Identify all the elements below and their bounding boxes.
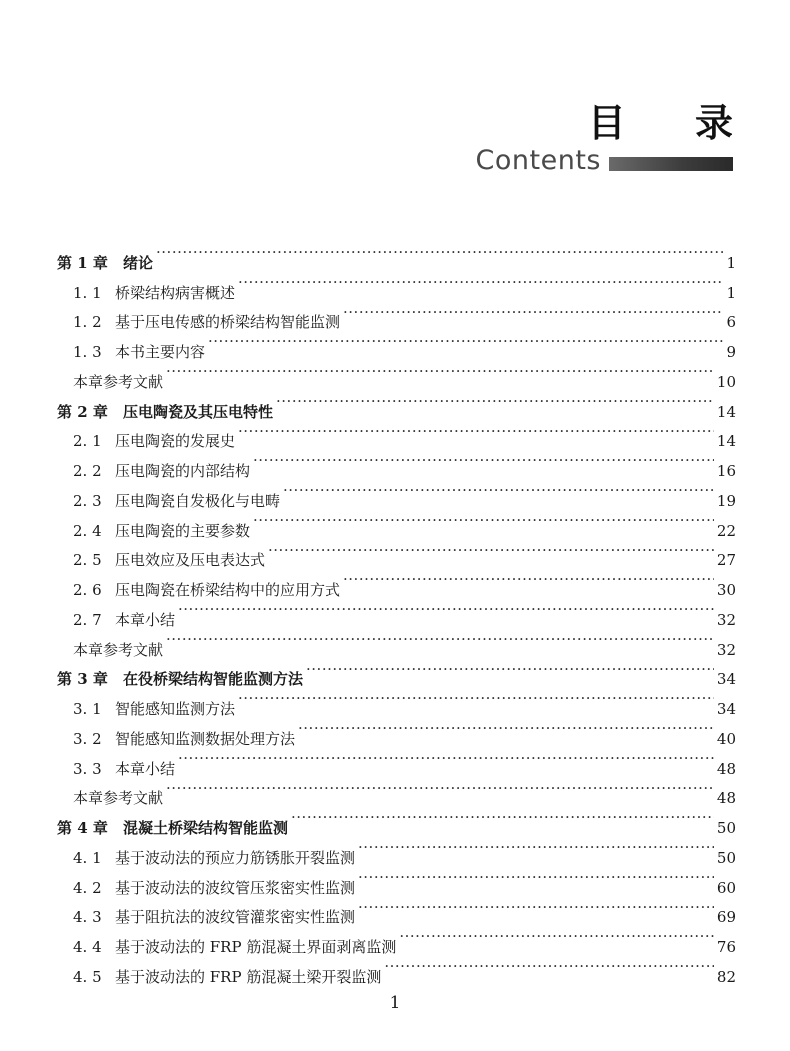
toc-entry-section[interactable]	[57, 268, 736, 302]
toc-entry-title: 基于波动法的预应力筋锈胀开裂监测	[115, 848, 356, 867]
dot-leader	[238, 684, 714, 714]
toc-entry-number: 2. 3	[73, 491, 102, 510]
toc-entry-title: 基于波动法的 FRP 筋混凝土梁开裂监测	[115, 967, 382, 986]
toc-entry-page: 9	[726, 343, 736, 361]
toc-entry-number: 4. 1	[73, 848, 102, 867]
page-title: 目 录	[587, 101, 761, 145]
toc-entry-title: 绪论	[123, 253, 154, 272]
toc-entry-number: 第 3 章	[57, 670, 108, 689]
dot-leader	[156, 238, 723, 268]
toc-entry-title: 压电陶瓷的内部结构	[115, 462, 251, 480]
dot-leader	[208, 327, 723, 357]
toc-entry-number: 3. 2	[73, 729, 102, 748]
dot-leader	[238, 417, 714, 447]
toc-entry-title: 混凝土桥梁结构智能监测	[123, 819, 289, 837]
toc-entry-number: 1. 2	[73, 313, 102, 332]
dot-leader	[253, 506, 714, 536]
toc-entry-title: 基于波动法的 FRP 筋混凝土界面剥离监测	[115, 938, 397, 956]
toc-entry-number: 2. 7	[73, 610, 102, 629]
toc-entry-page: 34	[716, 670, 736, 689]
toc-entry-title: 本章小结	[115, 610, 176, 629]
toc-entry-page: 34	[716, 700, 736, 718]
dot-leader	[306, 655, 714, 685]
toc-entry-page: 40	[716, 729, 736, 748]
dot-leader	[178, 595, 714, 625]
toc-entry-page: 69	[716, 908, 736, 927]
toc-entry-chapter[interactable]	[57, 238, 736, 272]
toc-entry-number: 第 4 章	[57, 819, 108, 837]
toc-entry-title: 本章参考文献	[73, 372, 164, 391]
dot-leader	[283, 476, 714, 506]
toc-entry-page: 32	[716, 640, 736, 659]
dot-leader	[166, 774, 714, 804]
toc-entry-title: 压电陶瓷自发极化与电畴	[115, 491, 281, 510]
dot-leader	[276, 387, 714, 417]
dot-leader	[358, 833, 714, 863]
toc-entry-page: 60	[716, 878, 736, 897]
toc-entry-number: 4. 2	[73, 878, 102, 897]
dot-leader	[384, 952, 714, 982]
dot-leader	[268, 536, 714, 566]
toc-entry-number: 3. 1	[73, 700, 102, 718]
toc-entry-number: 第 1 章	[57, 253, 108, 272]
toc-entry-page: 1	[726, 283, 736, 302]
dot-leader	[166, 625, 714, 655]
toc-entry-page: 50	[716, 848, 736, 867]
decorative-bar	[609, 157, 733, 171]
dot-leader	[178, 744, 714, 774]
toc-entry-title: 基于压电传感的桥梁结构智能监测	[115, 313, 341, 332]
page-number: 1	[389, 993, 401, 1013]
toc-entry-page: 82	[716, 967, 736, 986]
dot-leader	[358, 893, 714, 923]
toc-entry-title: 在役桥梁结构智能监测方法	[123, 670, 304, 689]
toc-entry-title: 本章参考文献	[73, 789, 164, 808]
toc-entry-page: 14	[716, 432, 736, 451]
toc-entry-page: 19	[716, 491, 736, 510]
toc-entry-page: 30	[716, 581, 736, 599]
dot-leader	[291, 803, 714, 833]
toc-entry-page: 16	[716, 462, 736, 480]
toc-entry-number: 第 2 章	[57, 402, 108, 421]
dot-leader	[343, 565, 714, 595]
toc-entry-title: 本章小结	[115, 759, 176, 778]
dot-leader	[238, 268, 723, 298]
toc-entry-number: 2. 1	[73, 432, 102, 451]
dot-leader	[358, 863, 714, 893]
toc-entry-number: 2. 5	[73, 551, 102, 570]
toc-entry-number: 1. 1	[73, 283, 102, 302]
toc-entry-title: 压电陶瓷的发展史	[115, 432, 236, 451]
toc-entry-title: 压电陶瓷在桥梁结构中的应用方式	[115, 581, 341, 599]
toc-entry-title: 基于波动法的波纹管压浆密实性监测	[115, 878, 356, 897]
toc-entry-number: 4. 3	[73, 908, 102, 927]
table-of-contents	[57, 238, 736, 986]
toc-entry-title: 本章参考文献	[73, 640, 164, 659]
toc-entry-number: 4. 5	[73, 967, 102, 986]
toc-entry-page: 6	[726, 313, 736, 332]
toc-entry-title: 桥梁结构病害概述	[115, 283, 236, 302]
page-subtitle: Contents	[475, 145, 601, 176]
toc-entry-page: 48	[716, 759, 736, 778]
toc-entry-page: 14	[716, 402, 736, 421]
toc-entry-title: 压电陶瓷的主要参数	[115, 521, 251, 540]
toc-entry-page: 27	[716, 551, 736, 570]
toc-entry-title: 基于阻抗法的波纹管灌浆密实性监测	[115, 908, 356, 927]
toc-entry-title: 智能感知监测数据处理方法	[115, 729, 296, 748]
dot-leader	[343, 298, 723, 328]
dot-leader	[166, 357, 714, 387]
toc-entry-title: 压电效应及压电表达式	[115, 551, 266, 570]
toc-entry-number: 1. 3	[73, 343, 102, 361]
toc-entry-page: 48	[716, 789, 736, 808]
toc-entry-number: 2. 6	[73, 581, 102, 599]
toc-entry-title: 智能感知监测方法	[115, 700, 236, 718]
toc-entry-title: 本书主要内容	[115, 343, 206, 361]
toc-entry-page: 1	[726, 253, 736, 272]
toc-entry-title: 压电陶瓷及其压电特性	[123, 402, 274, 421]
toc-entry-number: 2. 4	[73, 521, 102, 540]
dot-leader	[253, 446, 714, 476]
toc-entry-number: 3. 3	[73, 759, 102, 778]
toc-entry-page: 22	[716, 521, 736, 540]
toc-entry-page: 10	[716, 372, 736, 391]
dot-leader	[399, 922, 714, 952]
subtitle-row	[476, 147, 733, 174]
toc-entry-number: 2. 2	[73, 462, 102, 480]
toc-entry-page: 32	[716, 610, 736, 629]
toc-entry-page: 76	[716, 938, 736, 956]
toc-entry-number: 4. 4	[73, 938, 102, 956]
toc-entry-page: 50	[716, 819, 736, 837]
dot-leader	[298, 714, 714, 744]
